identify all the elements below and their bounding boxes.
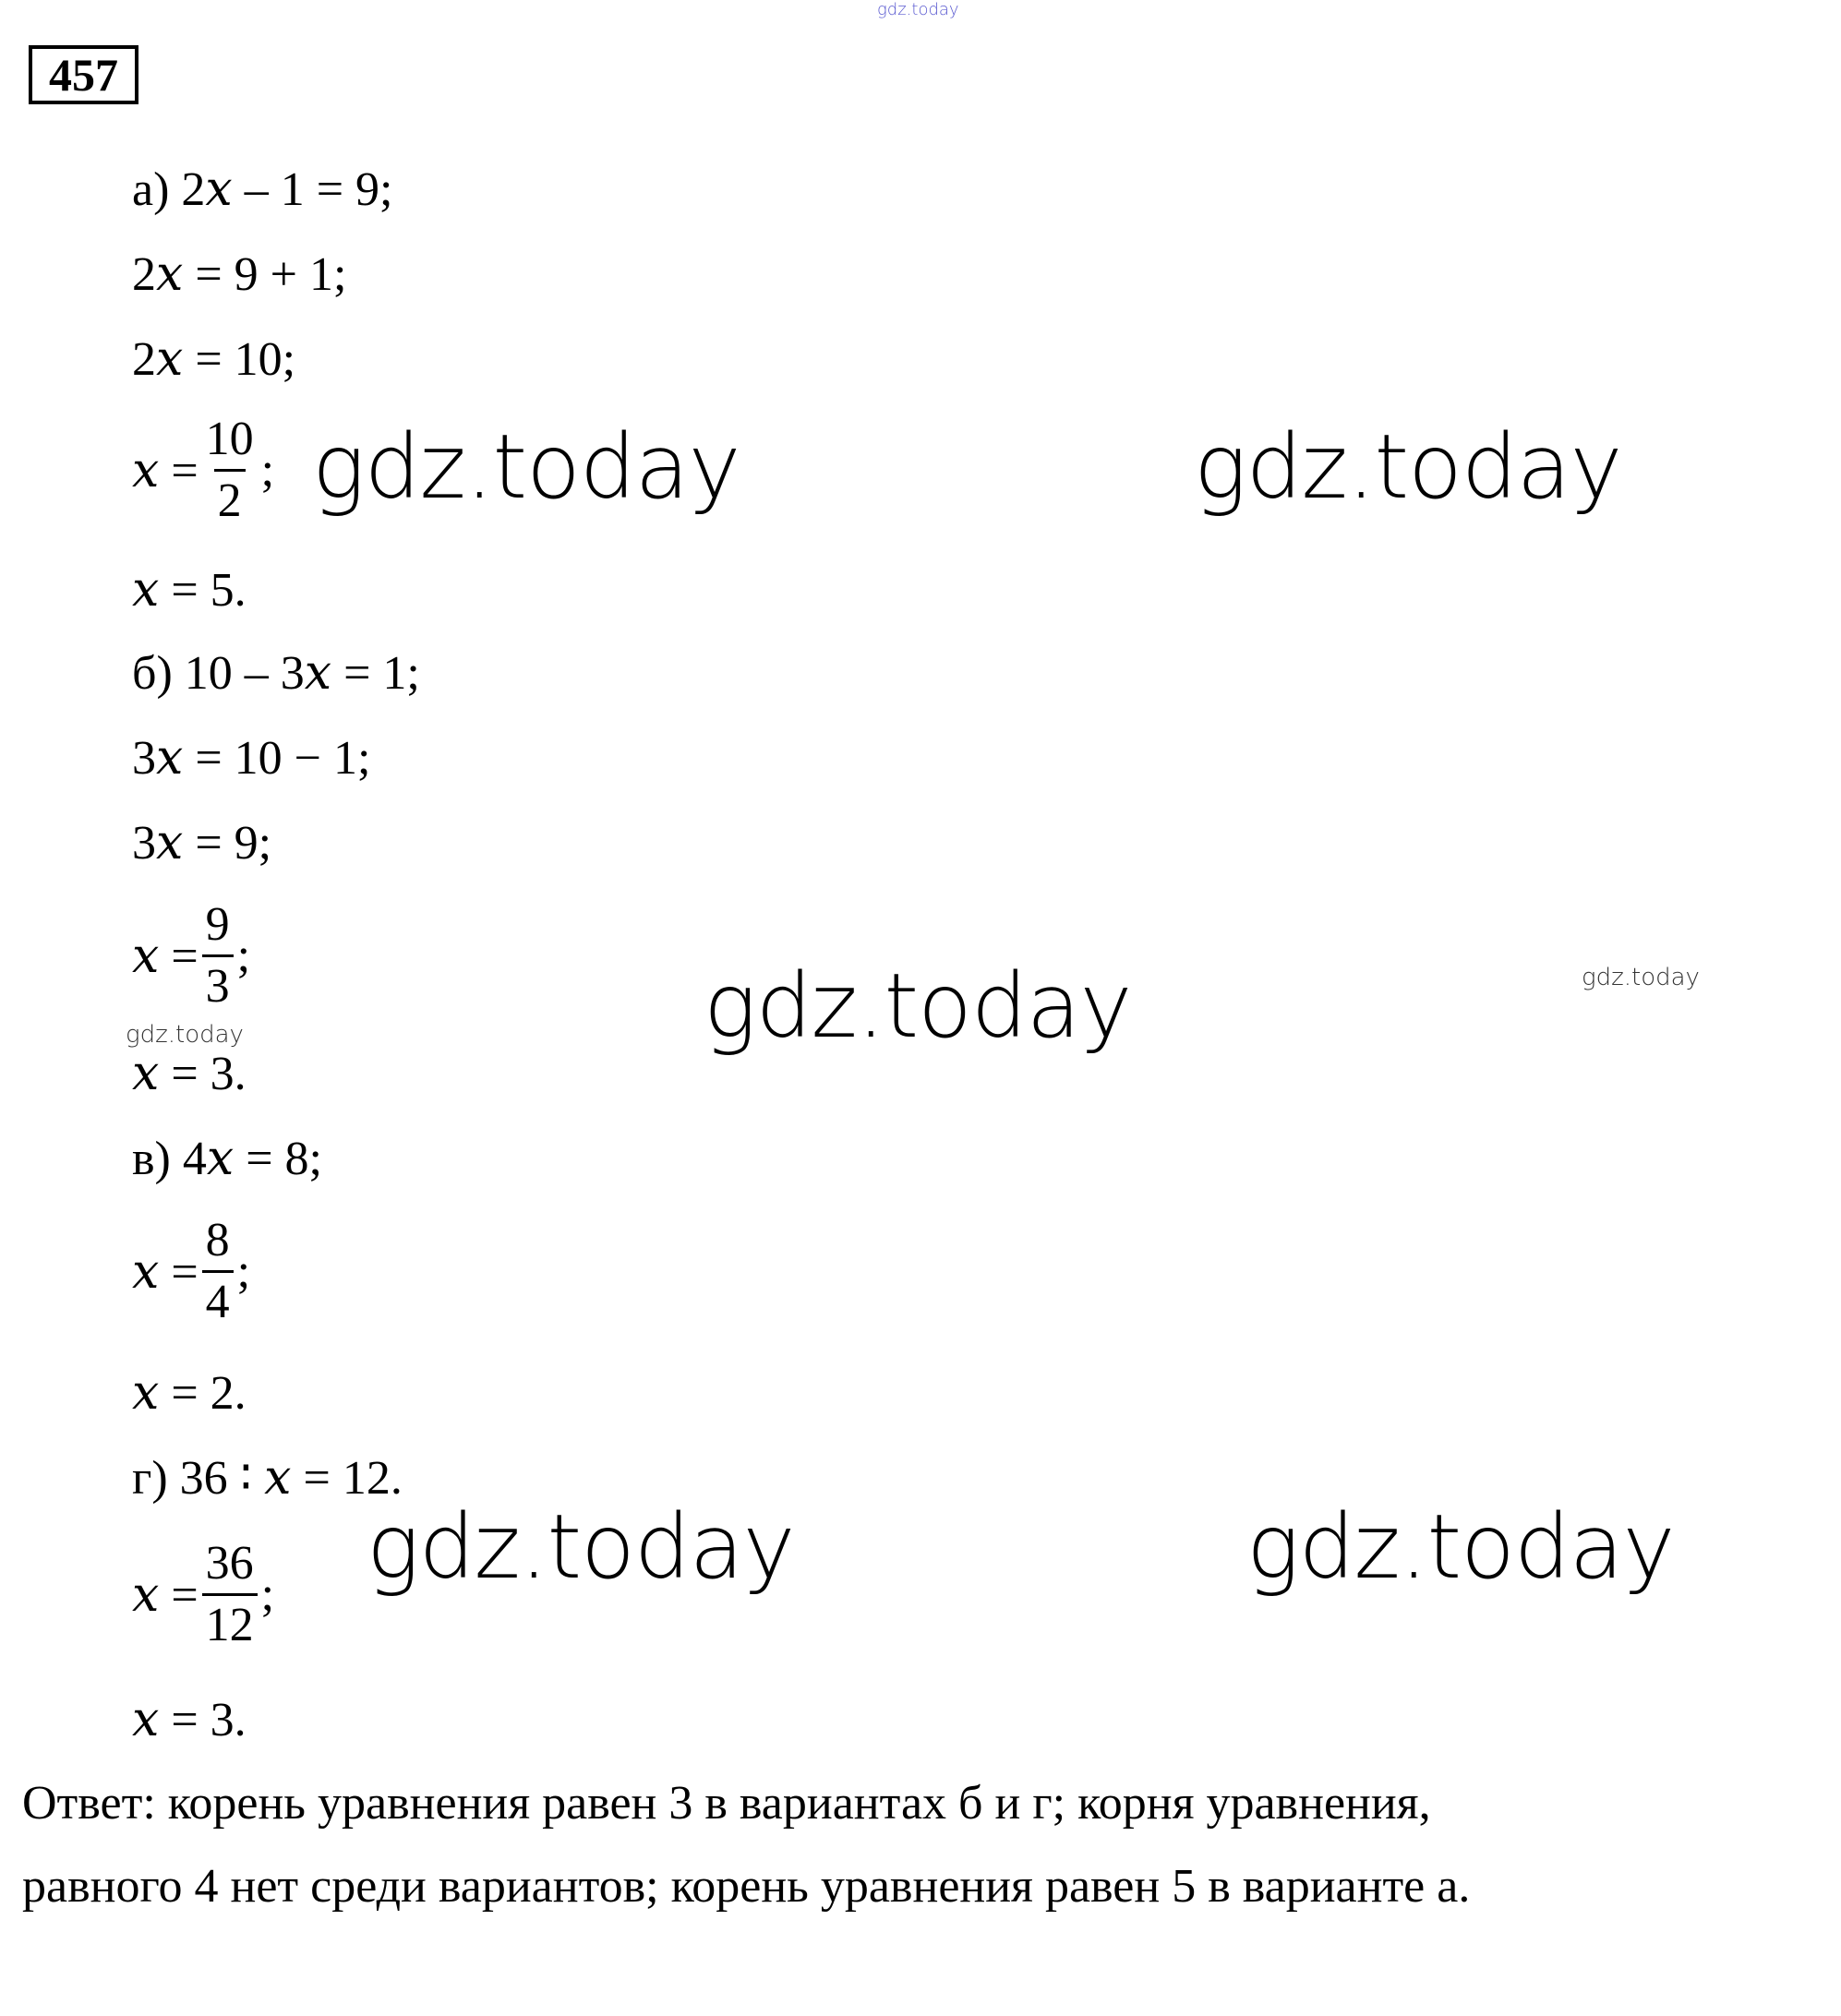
watermark-big-5: gdz.today bbox=[1246, 1495, 1675, 1599]
answer-line-2: равного 4 нет среди вариантов; корень уравнения равен 5 в варианте а. bbox=[22, 1860, 1471, 1913]
semicolon: ; bbox=[260, 444, 275, 497]
watermark-big-2: gdz.today bbox=[1194, 415, 1622, 519]
fraction bbox=[202, 1537, 258, 1651]
watermark-top: gdz.today bbox=[877, 0, 959, 19]
fraction-numerator: 9 bbox=[205, 898, 230, 951]
semicolon: ; bbox=[260, 1568, 275, 1621]
equation-d-result: 𝑥 = 3. bbox=[132, 1694, 247, 1746]
equation-d-line-1: г) 36 ∶ 𝑥 = 12. bbox=[132, 1452, 403, 1505]
fraction-numerator: 8 bbox=[205, 1214, 230, 1266]
equation-c-line-1: в) 4𝑥 = 8; bbox=[132, 1133, 322, 1185]
equation-a-line-1: а) 2𝑥 – 1 = 9; bbox=[132, 163, 393, 216]
equation-b-line-3: 3𝑥 = 9; bbox=[132, 817, 272, 870]
fraction bbox=[202, 1214, 234, 1328]
fraction bbox=[202, 415, 258, 525]
watermark-small-2: gdz.today bbox=[126, 1021, 244, 1049]
fraction-numerator: 36 bbox=[205, 1537, 254, 1590]
semicolon: ; bbox=[236, 1245, 251, 1298]
answer-line-1: Ответ: корень уравнения равен 3 в вариантах б и г; корня уравнения, bbox=[22, 1777, 1431, 1830]
equation-b-line-1: б) 10 – 3𝑥 = 1; bbox=[132, 647, 420, 700]
equation-lhs: 𝑥 = bbox=[132, 930, 199, 983]
fraction-denominator: 4 bbox=[202, 1270, 234, 1326]
problem-number: 457 bbox=[29, 45, 138, 104]
semicolon: ; bbox=[236, 930, 251, 982]
equation-b-line-2: 3𝑥 = 10 − 1; bbox=[132, 732, 371, 785]
watermark-big-3: gdz.today bbox=[704, 954, 1132, 1058]
equation-c-result: 𝑥 = 2. bbox=[132, 1367, 247, 1420]
fraction-denominator: 12 bbox=[202, 1593, 258, 1650]
equation-a-line-3: 2𝑥 = 10; bbox=[132, 333, 296, 386]
equation-a-line-2: 2𝑥 = 9 + 1; bbox=[132, 248, 347, 301]
fraction-denominator: 3 bbox=[202, 954, 234, 1011]
equation-lhs: 𝑥 = bbox=[132, 444, 199, 498]
watermark-big-1: gdz.today bbox=[312, 415, 740, 519]
equation-lhs: 𝑥 = bbox=[132, 1245, 199, 1299]
watermark-big-4: gdz.today bbox=[367, 1495, 795, 1599]
fraction bbox=[202, 898, 234, 1013]
fraction-denominator: 2 bbox=[214, 469, 246, 525]
equation-lhs: 𝑥 = bbox=[132, 1568, 199, 1622]
equation-d-line-2 bbox=[132, 1537, 275, 1651]
equation-c-line-2 bbox=[132, 1214, 251, 1328]
fraction-numerator: 10 bbox=[205, 413, 254, 465]
equation-a-line-4 bbox=[132, 415, 274, 525]
equation-a-result: 𝑥 = 5. bbox=[132, 564, 247, 617]
equation-b-line-4 bbox=[132, 898, 251, 1013]
equation-b-result: 𝑥 = 3. bbox=[132, 1048, 247, 1100]
watermark-small-1: gdz.today bbox=[1582, 964, 1700, 991]
